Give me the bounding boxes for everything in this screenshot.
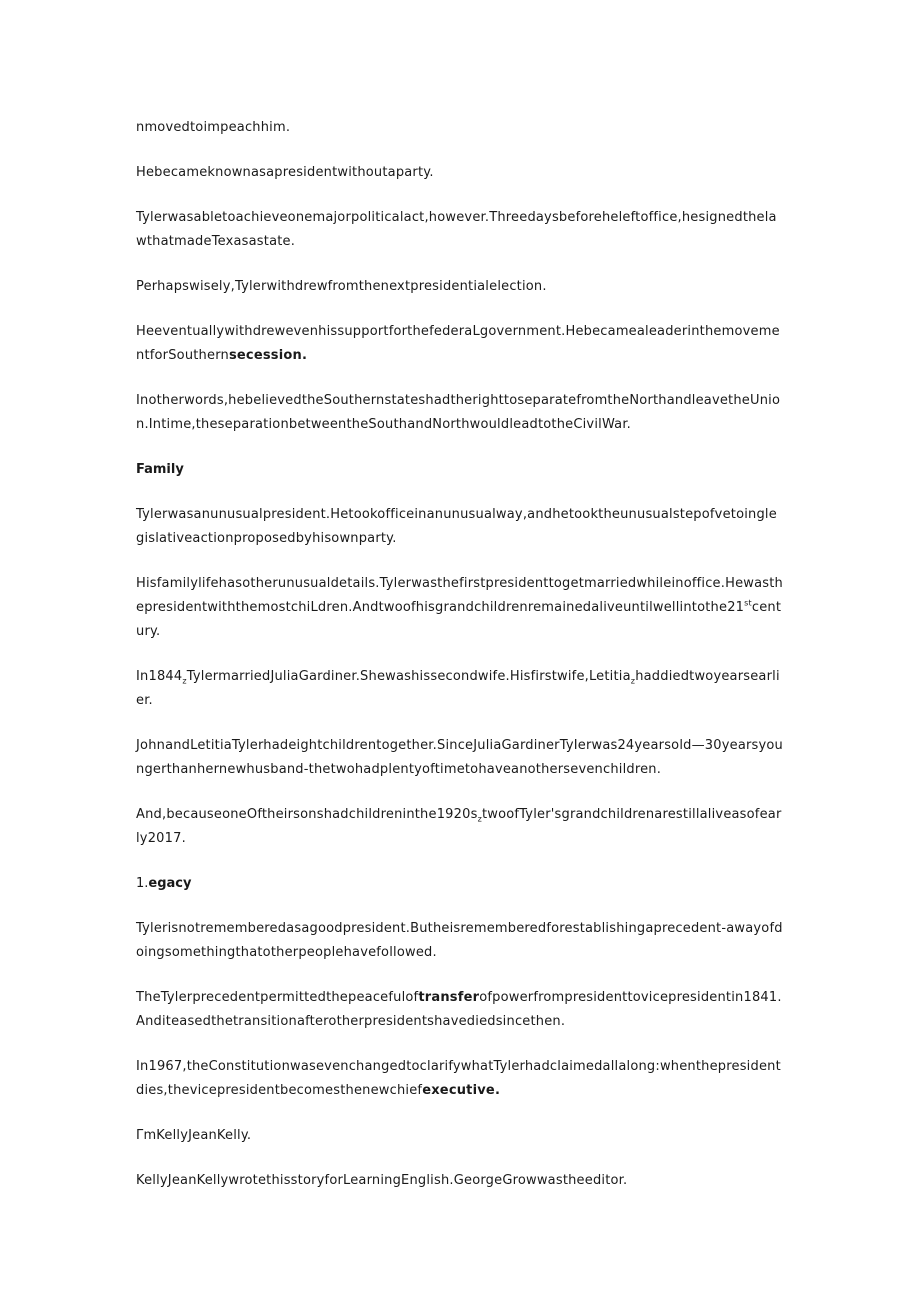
paragraph-without-party: Hebecameknownasapresidentwithoutaparty.	[136, 165, 434, 180]
secession-bold-term: secession.	[228, 348, 308, 363]
paragraph-unusual-president: Tylerwasanunusualpresident.Hetookofficeinanunusualway,andhetooktheunusualstepofvetoinglegislativeactionproposedbyhisownparty.	[136, 507, 777, 546]
heading-legacy-text: egacy	[148, 876, 192, 891]
paragraph-family-life	[136, 572, 784, 644]
paragraph-julia-gardiner	[136, 665, 784, 713]
paragraph-transfer-part-a: TheTylerprecedentpermittedthepeacefulof	[136, 990, 419, 1005]
paragraph-withdrew-election: Perhapswisely,Tylerwithdrewfromthenextpresidentialelection.	[136, 279, 547, 294]
superscript-st: st	[744, 598, 752, 608]
heading-family: Family	[136, 462, 184, 477]
paragraph-children: JohnandLetitiaTylerhadeightchildrentogether.SinceJuliaGardinerTyIerwas24yearsold—30yearsyoungerthanhernewhusband-thetwohadplentyoftimetohaveanothersevenchildren.	[136, 738, 783, 777]
heading-legacy	[136, 872, 784, 896]
paragraph-texas: Tylerwasabletoachieveonemajorpoliticalact,however.Threedaysbeforeheleftoffice,hesignedthelawthatmadeTexasastate.	[136, 210, 777, 249]
paragraph-grandchildren	[136, 803, 784, 851]
paragraph-constitution-text: In1967,theConstitutionwasevenchangedtoclarifywhatTylerhadclaimedallalong:whenthepresidentdies,thevicepresidentbecomesthenewchief	[136, 1059, 781, 1098]
paragraph-julia-part-a: In1844	[136, 669, 183, 684]
paragraph-transfer-part-b: ofpowerfrompresidenttovicepresidentin1841.Anditeasedthetransitionafterotherpresidentshavediedsincethen.	[136, 990, 782, 1029]
paragraph-signoff: ΓmKellyJeanKelly.	[136, 1128, 252, 1143]
paragraph-family-life-text: Hisfamilylifehasotherunusualdetails.Tylerwasthefirstpresidenttogetmarriedwhileinoffice.HewasthepresidentwiththemostchiLdren.Andtwoofhisgrandchildrenremainedaliveuntilwellintothe21	[136, 576, 783, 615]
paragraph-julia-part-b: TylermarriedJuliaGardiner.Shewashissecondwife.Hisfirstwife,Letitia	[186, 669, 631, 684]
subscript-mark-3: z	[477, 814, 482, 824]
paragraph-grandchildren-part-a: And,becauseoneOftheirsonshadchildreninthe1920s	[136, 807, 478, 822]
paragraph-secession-text: HeeventuallywithdrewevenhissupportforthefederaLgovernment.HebecamealeaderinthemovementforSouthern	[136, 324, 780, 363]
paragraph-other-words: Inotherwords,hebelievedtheSouthernstateshadtherighttoseparatefromtheNorthandleavetheUnion.Intime,theseparationbetweentheSouthandNorthwouldleadtotheCivilWar.	[136, 393, 781, 432]
transfer-bold-term: transfer	[418, 990, 480, 1005]
paragraph-family-life-end: century.	[136, 600, 782, 639]
paragraph-constitution	[136, 1055, 784, 1103]
paragraph-impeach: nmovedtoimpeachhim.	[136, 120, 291, 135]
paragraph-grandchildren-part-b: twoofTyler'sgrandchildrenarestillaliveasofearly2017.	[136, 807, 782, 846]
executive-bold-term: executive.	[422, 1083, 501, 1098]
paragraph-credits: KellyJeanKellywrotethisstoryforLearningEnglish.GeorgeGrowwastheeditor.	[136, 1173, 628, 1188]
paragraph-transfer	[136, 986, 784, 1034]
heading-legacy-prefix: 1.	[136, 876, 149, 891]
document-page	[136, 116, 784, 1214]
paragraph-secession	[136, 320, 784, 368]
paragraph-julia-part-c: haddiedtwoyearsearlier.	[136, 669, 780, 708]
subscript-mark-1: z	[182, 676, 187, 686]
subscript-mark-2: z	[630, 676, 636, 686]
paragraph-precedent: Tylerisnotrememberedasagoodpresident.Butheisrememberedforestablishingaprecedent-awayofdoingsomethingthatotherpeoplehavefollowed.	[136, 921, 783, 960]
